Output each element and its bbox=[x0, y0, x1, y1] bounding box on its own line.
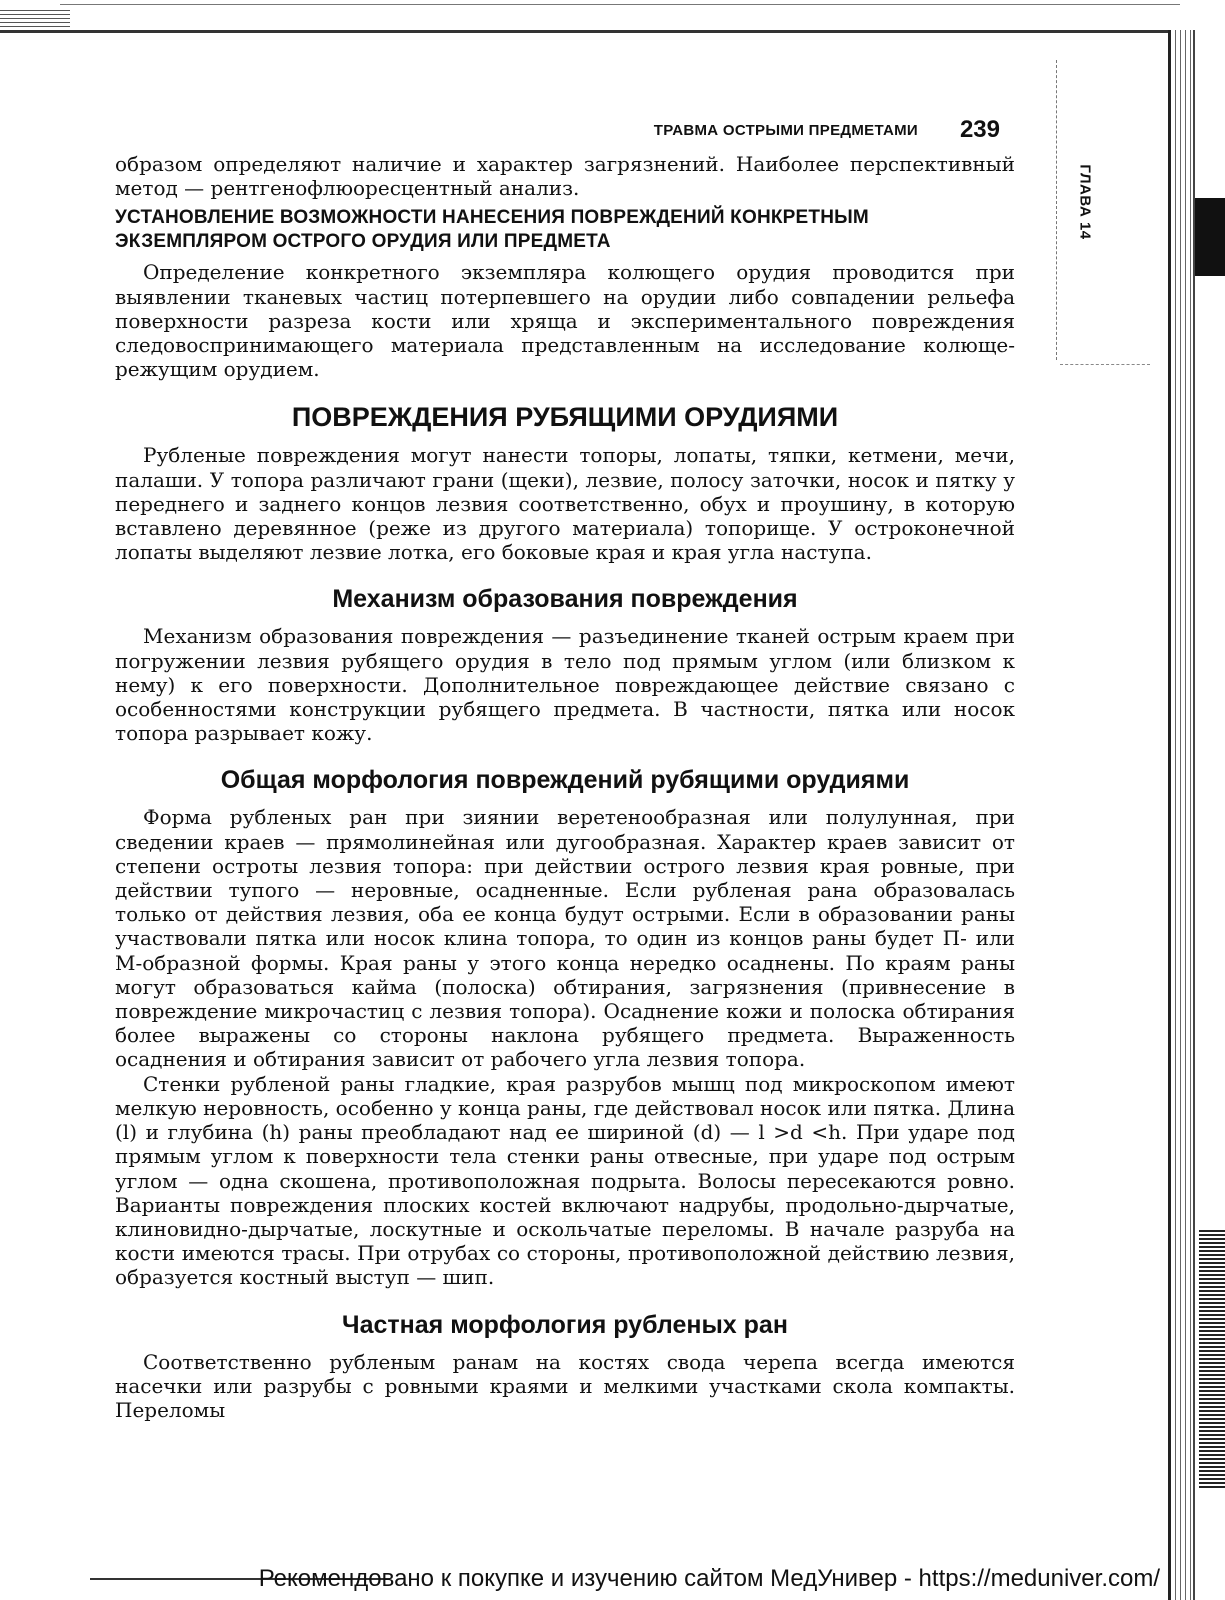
paragraph: Соответственно рубленым ранам на костях свода черепа всегда имеются насечки или разрубы с ровными краями и мелкими участками скола компакты. Переломы bbox=[115, 1349, 1015, 1422]
scan-edge-bars bbox=[1199, 1230, 1225, 1490]
paragraph: образом определяют наличие и характер загрязнений. Наиболее перспективный метод — рентгенофлюоресцентный анализ. bbox=[115, 152, 1015, 201]
paragraph: Стенки рубленой раны гладкие, края разрубов мышц под микроскопом имеют мелкую неровность, особенно у конца раны, где действовал носок или пятка. Длина (l) и глубина (h) раны преобладают над ее шириной (d) — l >d <h. При ударе под прямым углом к поверхности тела стенки раны отвесные, при ударе под острым углом — одна скошена, противоположная подрыта. Волосы пересекаются ровно. Варианты повреждения плоских костей включают надрубы, продольно-дырчатые, клиновидно-дырчатые, лоскутные и оскольчатые переломы. В начале разруба на кости имеются трасы. При отрубах со стороны, противоположной действию лезвия, образуется костный выступ — шип. bbox=[115, 1071, 1015, 1290]
side-divider-horizontal bbox=[1060, 364, 1150, 365]
subsection-heading: Общая морфология повреждений рубящими орудиями bbox=[220, 766, 910, 795]
paragraph: Механизм образования повреждения — разъединение тканей острым краем при погружении лезвия рубящего орудия в тело под прямым углом (или близком к нему) к его поверхности. Дополнительное повреждающее действие связано с особенностями конструкции рубящего предмета. В частности, пятка или носок топора разрывает кожу. bbox=[115, 624, 1015, 746]
running-title: ТРАВМА ОСТРЫМИ ПРЕДМЕТАМИ bbox=[653, 122, 918, 139]
chapter-tab bbox=[1075, 162, 1095, 242]
subsection-heading: Частная морфология рубленых ран bbox=[342, 1310, 788, 1339]
paragraph: Форма рубленых ран при зиянии веретенообразная или полулунная, при сведении краев — прямолинейная или дугообразная. Характер краев зависит от степени остроты лезвия топора: при действии острого лезвия края ровные, при действии тупого — неровные, осадненные. Если рубленая рана образовалась только от действия лезвия, оба ее конца будут острыми. Если в образовании раны участвовали пятка или носок клина топора, то один из концов раны будет П- или М-образной формы. Края раны у этого конца нередко осаднены. По краям раны могут образоваться кайма (полоска) обтирания, загрязнения (привнесение в повреждение микрочастиц с лезвия топора). Осаднение кожи и полоска обтирания более выражены со стороны наклона рубящего предмета. Выраженность осаднения и обтирания зависит от рабочего угла лезвия топора. bbox=[115, 805, 1015, 1072]
page-body bbox=[115, 152, 1015, 1422]
paragraph: Рубленые повреждения могут нанести топоры, лопаты, тяпки, кетмени, мечи, палаши. У топора различают грани (щеки), лезвие, полосу заточки, носок и пятку у переднего и заднего концов лезвия соответственно, обух и проушину, в которую вставлено деревянное (реже из другого материала) топорище. У остроконечной лопаты выделяют лезвие лотка, его боковые края и края угла наступа. bbox=[115, 443, 1015, 565]
subsection-heading: Механизм образования повреждения bbox=[332, 585, 798, 614]
paragraph: Определение конкретного экземпляра колющего орудия проводится при выявлении тканевых частиц потерпевшего на орудии либо совпадении рельефа поверхности разреза кости или хряща и экспериментального повреждения следовоспринимающего материала представленным на исследование колюще-режущим орудием. bbox=[115, 260, 1015, 382]
scan-edge-line bbox=[60, 4, 1180, 5]
chapter-thumb-marker bbox=[1195, 198, 1225, 276]
scan-right-edge bbox=[1168, 30, 1195, 1600]
section-heading-caps: УСТАНОВЛЕНИЕ ВОЗМОЖНОСТИ НАНЕСЕНИЯ ПОВРЕЖДЕНИЙ КОНКРЕТНЫМ ЭКЗЕМПЛЯРОМ ОСТРОГО ОРУДИЯ ИЛИ ПРЕДМЕТА bbox=[115, 207, 869, 253]
chapter-tab-label: ГЛАВА 14 bbox=[1076, 164, 1094, 240]
page-number: 239 bbox=[959, 116, 1000, 143]
scan-top-border bbox=[0, 30, 1180, 33]
side-divider bbox=[1056, 60, 1057, 360]
recommendation-footer: Рекомендовано к покупке и изучению сайтом МедУнивер - https://meduniver.com/ bbox=[258, 1565, 1160, 1592]
running-head bbox=[115, 116, 1000, 146]
section-heading: ПОВРЕЖДЕНИЯ РУБЯЩИМИ ОРУДИЯМИ bbox=[291, 402, 839, 433]
